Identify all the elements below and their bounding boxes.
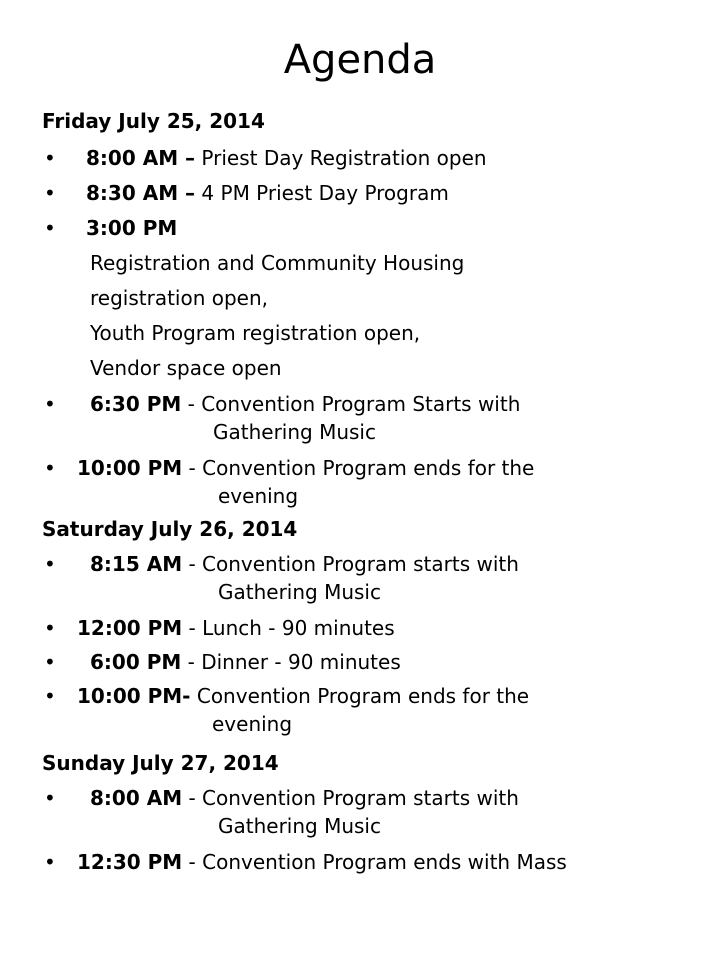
item-continuation: Gathering Music	[218, 580, 381, 604]
sub-item: registration open,	[90, 286, 269, 310]
agenda-item	[86, 181, 449, 205]
item-text: - Dinner - 90 minutes	[181, 650, 401, 674]
item-text: Priest Day Registration open	[195, 146, 487, 170]
agenda-item	[90, 392, 520, 416]
item-continuation: Gathering Music	[213, 420, 376, 444]
item-text: - Convention Program Starts with	[181, 392, 521, 416]
item-time: 12:30 PM	[77, 850, 183, 874]
bullet-icon: •	[44, 146, 56, 170]
agenda-item	[77, 456, 534, 480]
item-text: - Convention Program ends with Mass	[182, 850, 567, 874]
bullet-icon: •	[44, 216, 56, 240]
day-heading-friday: Friday July 25, 2014	[42, 109, 265, 133]
bullet-icon: •	[44, 181, 56, 205]
item-text: - Convention Program ends for the	[182, 456, 535, 480]
sub-item: Vendor space open	[90, 356, 282, 380]
item-text: - Convention Program starts with	[182, 786, 519, 810]
item-time: 6:00 PM	[90, 650, 182, 674]
bullet-icon: •	[44, 786, 56, 810]
sub-item: Registration and Community Housing	[90, 251, 465, 275]
agenda-item	[86, 216, 177, 240]
agenda-item	[86, 146, 487, 170]
item-time: 3:00 PM	[86, 216, 178, 240]
bullet-icon: •	[44, 616, 56, 640]
sub-item: Youth Program registration open,	[90, 321, 421, 345]
item-text: - Convention Program starts with	[182, 552, 519, 576]
item-time: 10:00 PM	[77, 456, 183, 480]
agenda-item	[77, 616, 395, 640]
item-time: 10:00 PM-	[77, 684, 191, 708]
agenda-item	[77, 850, 567, 874]
item-continuation: evening	[212, 712, 293, 736]
item-text: - Lunch - 90 minutes	[182, 616, 395, 640]
item-time: 8:00 AM	[90, 786, 183, 810]
item-continuation: Gathering Music	[218, 814, 381, 838]
bullet-icon: •	[44, 850, 56, 874]
bullet-icon: •	[44, 552, 56, 576]
day-heading-saturday: Saturday July 26, 2014	[42, 517, 298, 541]
bullet-icon: •	[44, 456, 56, 480]
page-title: Agenda	[283, 37, 437, 83]
agenda-item	[90, 552, 519, 576]
agenda-item	[77, 684, 529, 708]
item-time: 8:00 AM –	[86, 146, 196, 170]
agenda-item	[90, 650, 401, 674]
item-time: 12:00 PM	[77, 616, 183, 640]
bullet-icon: •	[44, 392, 56, 416]
item-continuation: evening	[218, 484, 299, 508]
item-time: 6:30 PM	[90, 392, 182, 416]
bullet-icon: •	[44, 650, 56, 674]
agenda-item	[90, 786, 519, 810]
item-time: 8:30 AM –	[86, 181, 196, 205]
item-time: 8:15 AM	[90, 552, 183, 576]
item-text: 4 PM Priest Day Program	[195, 181, 449, 205]
item-text: Convention Program ends for the	[190, 684, 530, 708]
day-heading-sunday: Sunday July 27, 2014	[42, 751, 279, 775]
bullet-icon: •	[44, 684, 56, 708]
